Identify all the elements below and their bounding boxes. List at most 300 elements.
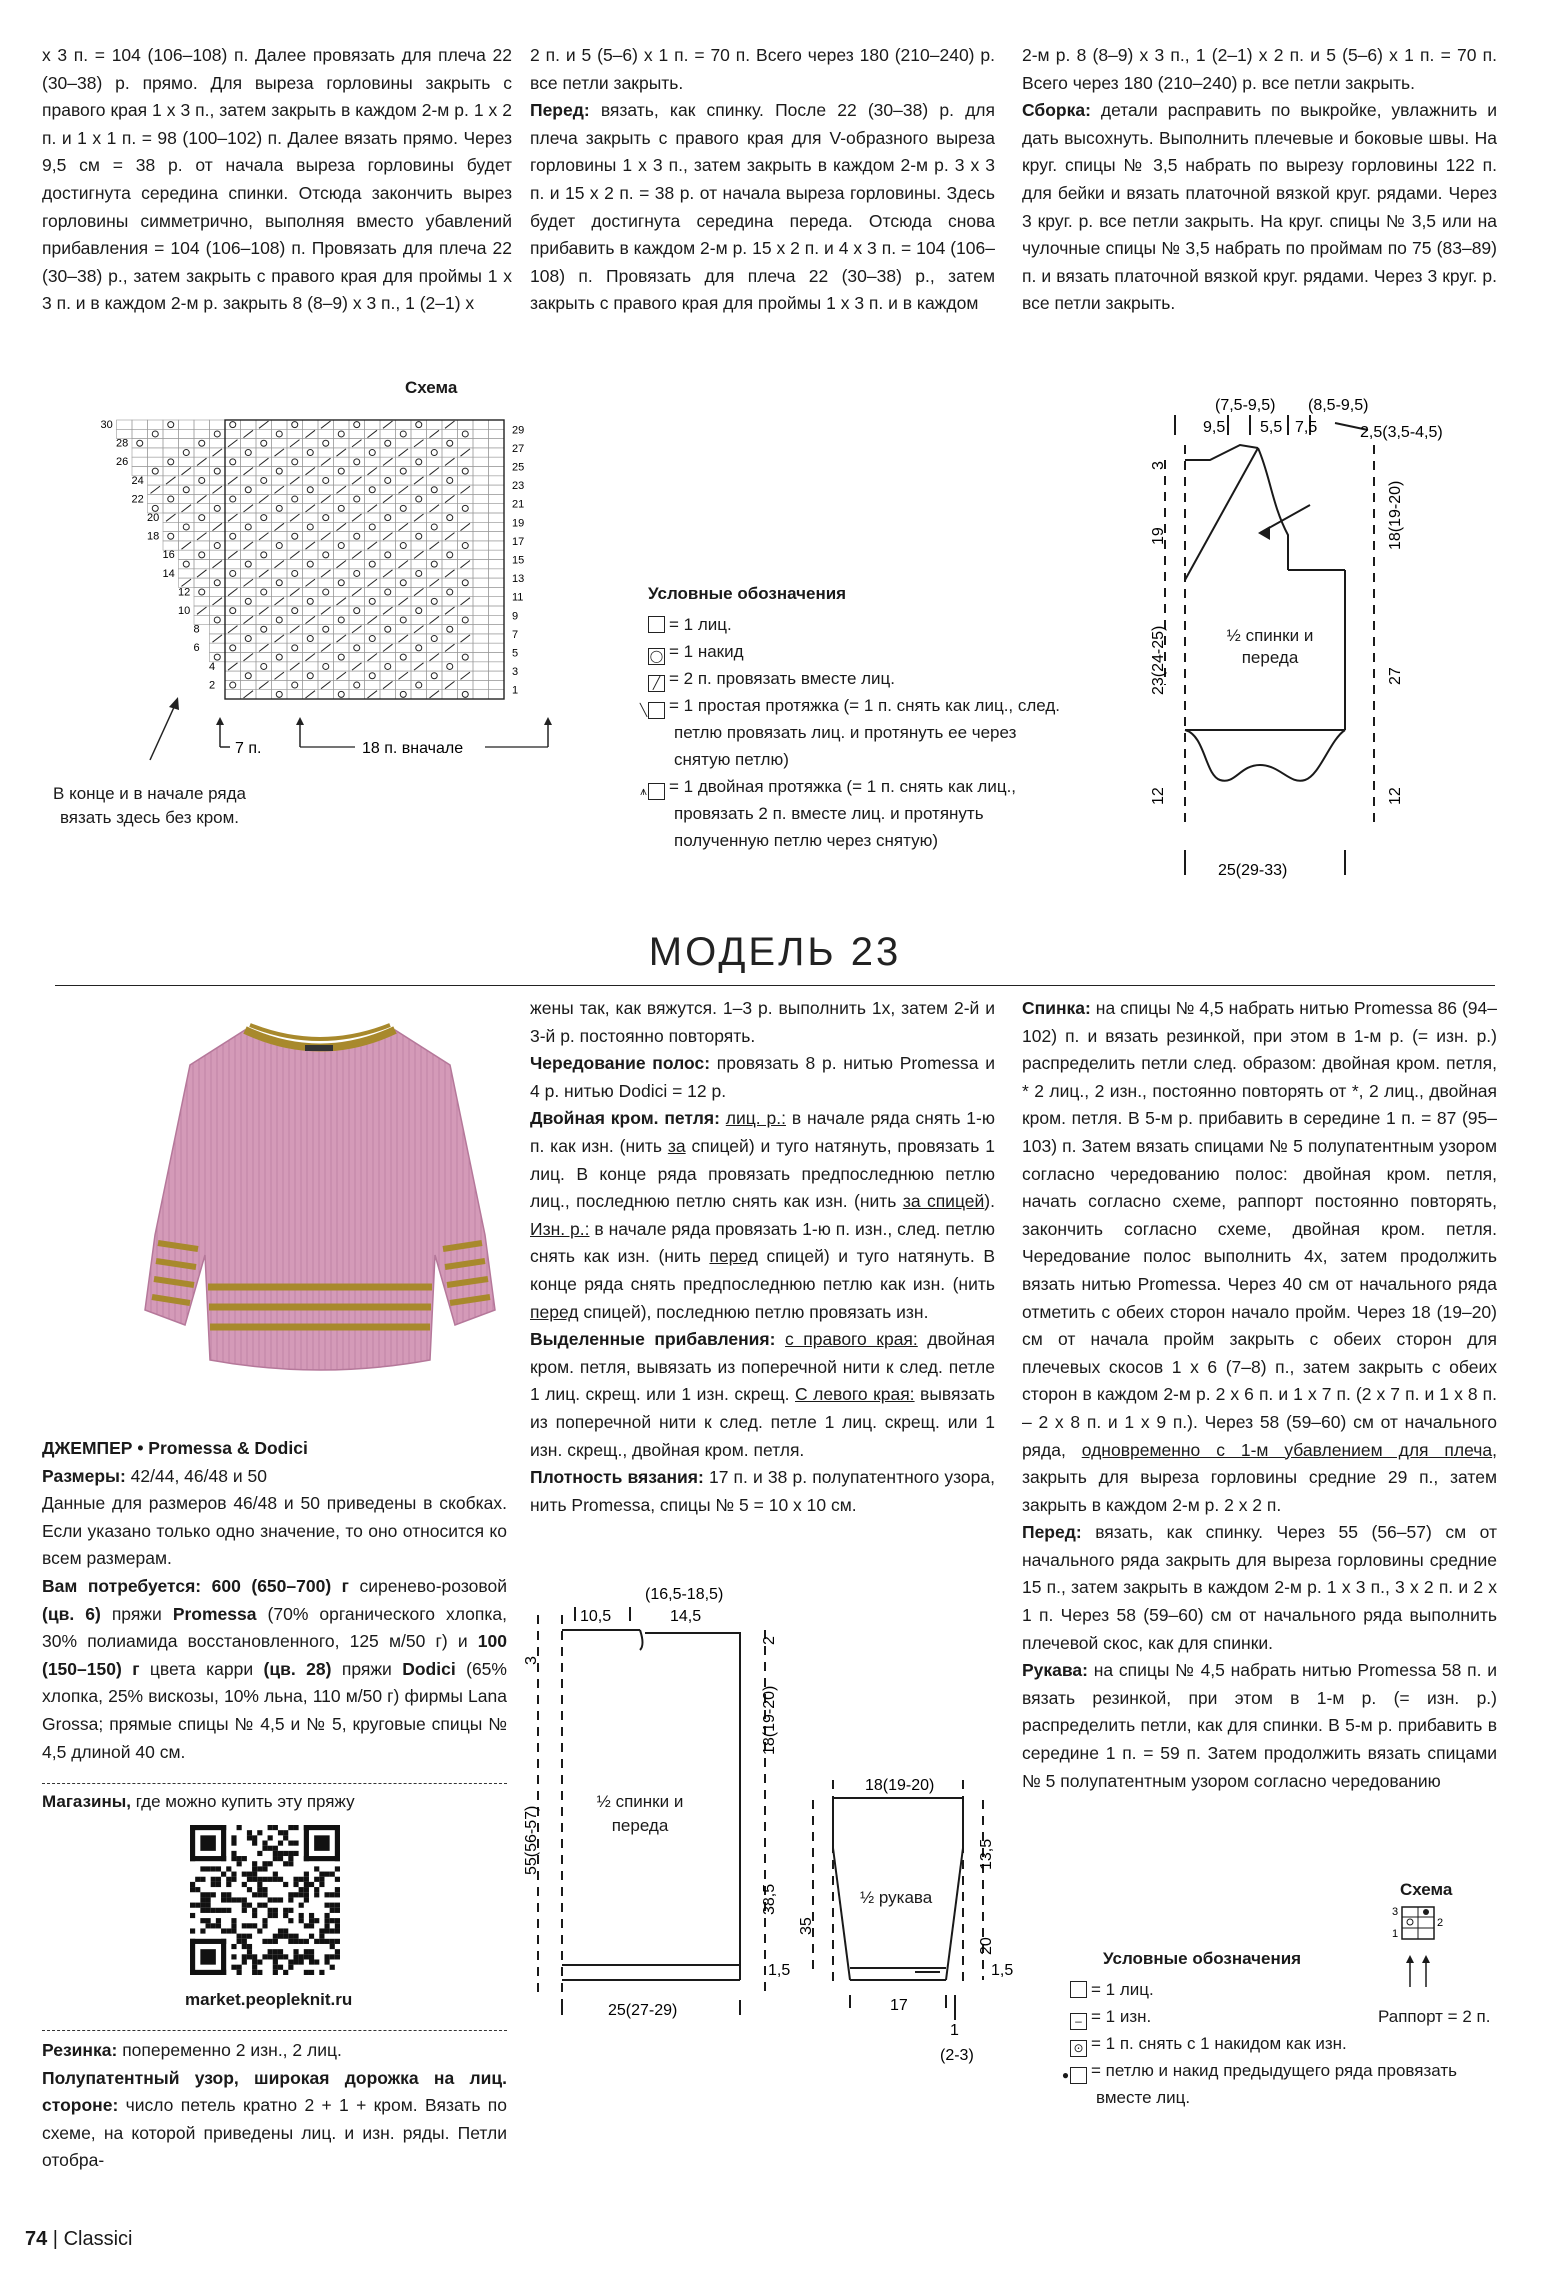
chart-yo-mark — [462, 543, 468, 549]
chart-dec-mark — [461, 635, 471, 642]
chart-cell — [473, 532, 489, 541]
chart-dec-mark — [244, 468, 254, 475]
chart-yo-mark — [245, 524, 251, 530]
chart-yo-mark — [261, 663, 267, 669]
chart-cell — [427, 439, 443, 448]
chart-yo-mark — [354, 422, 360, 428]
p1-v27: 27 — [1387, 667, 1404, 685]
qr-module — [242, 1939, 247, 1944]
qr-module — [206, 1923, 211, 1928]
chart-yo-mark — [292, 645, 298, 651]
chart-cell — [489, 653, 505, 662]
chart-dec-mark — [383, 644, 393, 651]
chart-cell — [194, 541, 210, 550]
chart-cell — [194, 560, 210, 569]
qr-module — [268, 1877, 273, 1882]
top-col1-text: х 3 п. = 104 (106–108) п. Далее провязать для плеча 22 (30–38) р. прямо. Для выреза горловины закрыть с правого края 1 х 3 п., затем закрыть в каждом 2-м р. 1 х 2 п. и 1 х 1 п. = 98 (100–102) п. Далее вязать прямо. Через 9,5 см = 38 р. от начала выреза горловины будет достигнута середина спинки. Отсюда закончить вырез горловины симметрично, выполняя вместо убавлений прибавления = 104 (106–108) п. Провязать для плеча 22 (30–38) р., затем закрыть с правого края для проймы 1 х 3 п. и в каждом 2-м р. закрыть 8 (8–9) х 3 п., 1 (2–1) х — [42, 45, 512, 314]
chart-dec-mark — [290, 663, 300, 670]
chart-cell — [225, 522, 241, 531]
qr-module — [206, 1903, 211, 1908]
chart-cell — [489, 457, 505, 466]
chart-row-number-left: 18 — [147, 530, 160, 543]
chart-cell — [272, 625, 288, 634]
chart-dec-mark — [368, 505, 378, 512]
p2-top-a: (16,5-18,5) — [645, 1586, 724, 1603]
qr-module — [268, 1954, 273, 1959]
chart-yo-mark — [183, 450, 189, 456]
chart-cell — [473, 457, 489, 466]
arrow-right-head — [544, 717, 552, 725]
chart-dec-mark — [321, 681, 331, 688]
chart-cell — [225, 671, 241, 680]
qr-module — [324, 1959, 329, 1964]
p1-top-e: 7,5 — [1295, 419, 1318, 436]
qr-module — [231, 1877, 236, 1882]
qr-module — [314, 1918, 319, 1923]
qr-module — [314, 1939, 319, 1944]
qr-module — [262, 1887, 267, 1892]
chart-cell — [427, 569, 443, 578]
chart-cell — [442, 560, 458, 569]
chart-yo-mark — [323, 626, 329, 632]
chart-dec-mark — [306, 691, 316, 698]
chart-cell — [318, 485, 334, 494]
qr-module — [190, 1903, 195, 1908]
chart-cell — [473, 504, 489, 513]
chart-dec-mark — [228, 626, 238, 633]
chart-cell — [458, 662, 474, 671]
chart-cell — [241, 494, 257, 503]
chart-yo-mark — [369, 524, 375, 530]
chart-cell — [303, 569, 319, 578]
qr-module — [278, 1897, 283, 1902]
chart-cell — [380, 467, 396, 476]
qr-module — [195, 1887, 200, 1892]
chart-cell — [256, 578, 272, 587]
qr-module — [226, 1897, 231, 1902]
chart-cell — [148, 476, 164, 485]
chart-cell — [380, 578, 396, 587]
chart-yo-mark — [385, 477, 391, 483]
chart-cell — [489, 476, 505, 485]
chart-yo-mark — [214, 505, 220, 511]
chart-cell — [287, 448, 303, 457]
chart-cell — [473, 560, 489, 569]
chart-cell — [210, 439, 226, 448]
qr-module — [268, 1949, 273, 1954]
chart-cell — [365, 439, 381, 448]
chart-yo-mark — [214, 617, 220, 623]
chart-cell — [489, 429, 505, 438]
qr-module — [211, 1877, 216, 1882]
chart-cell — [349, 448, 365, 457]
qr-module — [247, 1872, 252, 1877]
qr-module — [273, 1939, 278, 1944]
chart-cell — [272, 439, 288, 448]
chart-dec-mark — [445, 495, 455, 502]
qr-module — [226, 1892, 231, 1897]
qr-module — [231, 1944, 236, 1949]
qr-module — [237, 1897, 242, 1902]
chart-cell — [210, 550, 226, 559]
chart-cell — [334, 513, 350, 522]
chart-cell — [241, 662, 257, 671]
qr-module — [330, 1939, 335, 1944]
p2-top-b: 10,5 — [580, 1608, 612, 1625]
chart1-label-left: 7 п. — [235, 740, 262, 757]
qr-module — [273, 1970, 278, 1975]
p3-foot-a: 1 — [950, 2022, 959, 2039]
chart-dec-mark — [321, 533, 331, 540]
knit-symbol-icon — [648, 616, 665, 633]
qr-module — [288, 1939, 293, 1944]
chart-cell — [318, 615, 334, 624]
chart-yo-mark — [307, 561, 313, 567]
qr-module — [278, 1877, 283, 1882]
chart-cell — [241, 587, 257, 596]
chart-cell — [442, 485, 458, 494]
qr-module — [200, 1877, 205, 1882]
qr-module — [237, 1939, 242, 1944]
p1-bottom: 25(29-33) — [1218, 862, 1288, 879]
p2-v2: 2 — [761, 1636, 778, 1645]
qr-module — [257, 1851, 262, 1856]
chart-row-number-right: 23 — [512, 480, 525, 493]
qr-module — [262, 1954, 267, 1959]
qr-module — [247, 1903, 252, 1908]
chart-cell — [117, 420, 133, 429]
chart-cell — [489, 597, 505, 606]
qr-module — [211, 1866, 216, 1871]
chart-cell — [489, 680, 505, 689]
chart-cell — [473, 653, 489, 662]
stripes-heading: Чередование полос: — [530, 1053, 711, 1074]
qr-module — [252, 1954, 257, 1959]
qr-module — [309, 1954, 314, 1959]
chart-dec-mark — [244, 542, 254, 549]
p1-v23: 23(24-25) — [1150, 625, 1167, 695]
chart-yo-mark — [276, 505, 282, 511]
chart-yo-mark — [462, 691, 468, 697]
chart-dec-mark — [259, 421, 269, 428]
qr-module — [231, 1897, 236, 1902]
qr-module — [231, 1928, 236, 1933]
chart-dec-mark — [228, 551, 238, 558]
front-text: вязать, как спинку. После 22 (30–38) р. для плеча закрыть с правого края для V-образного выреза горловины 1 х 3 п., затем закрыть в каждом 2-м р. 3 х 3 п. и 15 х 2 п. = 38 р. от начала выреза горловины. Здесь будет достигнута середина переда. Отсюда снова прибавить в каждом 2-м р. 15 х 2 п. и 4 х 3 п. = 104 (106–108) п. Провязать для плеча 22 (30–38) р., затем закрыть с правого края для проймы 1 х 3 п. и в каждом — [530, 100, 995, 314]
qr-module — [309, 1882, 314, 1887]
chart-yo-mark — [245, 673, 251, 679]
chart-dec-mark — [368, 468, 378, 475]
chart-cell — [349, 690, 365, 699]
chart-cell — [334, 439, 350, 448]
qr-module — [231, 1923, 236, 1928]
chart-dec-mark — [321, 495, 331, 502]
qr-finder — [190, 1970, 226, 1975]
qr-module — [226, 1928, 231, 1933]
chart-cell — [318, 671, 334, 680]
qr-module — [278, 1830, 283, 1835]
arrow-left-head — [216, 717, 224, 725]
qr-finder — [335, 1825, 340, 1861]
chart-cell — [411, 429, 427, 438]
chart-cell — [334, 476, 350, 485]
p1-v12a: 12 — [1150, 787, 1167, 805]
semi-text: число петель кратно 2 + 1 + кром. Вязать по схеме, на которой приведены лиц. и изн. ряды. Петли отобра- — [42, 2095, 507, 2171]
chart-cell — [318, 504, 334, 513]
qr-module — [273, 1908, 278, 1913]
chart-cell — [427, 625, 443, 634]
chart-dec-mark — [430, 654, 440, 661]
chart-cell — [194, 420, 210, 429]
chart-dec-mark — [430, 616, 440, 623]
qr-module — [293, 1934, 298, 1939]
model-title: МОДЕЛЬ 23 — [648, 930, 902, 974]
chart-yo-mark — [261, 515, 267, 521]
qr-module — [319, 1928, 324, 1933]
qr-module — [288, 1841, 293, 1846]
qr-module — [226, 1877, 231, 1882]
qr-module — [304, 1882, 309, 1887]
chart-yo-mark — [230, 682, 236, 688]
chart-dec-mark — [228, 588, 238, 595]
chart-cell — [380, 522, 396, 531]
chart-yo-mark — [323, 477, 329, 483]
chart-cell — [303, 494, 319, 503]
qr-module — [206, 1866, 211, 1871]
chart-row-number-right: 27 — [512, 442, 525, 455]
chart-dec-mark — [352, 477, 362, 484]
qr-module — [283, 1861, 288, 1866]
chart-cell — [241, 606, 257, 615]
chart-cell — [349, 485, 365, 494]
chart-row-number-right: 15 — [512, 554, 525, 567]
chart-cell — [303, 439, 319, 448]
qr-module — [330, 1918, 335, 1923]
chart-cell — [272, 513, 288, 522]
qr-module — [247, 1835, 252, 1840]
chart-cell — [148, 448, 164, 457]
chart-dec-mark — [383, 607, 393, 614]
chart-row-number-left: 20 — [147, 512, 160, 524]
chart-cell — [458, 513, 474, 522]
chart-cell — [442, 653, 458, 662]
chart-cell — [272, 550, 288, 559]
chart-cell — [365, 457, 381, 466]
qr-module — [262, 1923, 267, 1928]
chart-cell — [210, 606, 226, 615]
qr-module — [206, 1918, 211, 1923]
chart-row-number-right: 3 — [512, 666, 519, 679]
chart-dec-mark — [244, 654, 254, 661]
chart-yo-mark — [261, 477, 267, 483]
chart-dec-mark — [399, 486, 409, 493]
qr-module — [304, 1872, 309, 1877]
qr-module — [273, 1872, 278, 1877]
qr-module — [200, 1892, 205, 1897]
legend1-item: = 1 лиц. — [648, 611, 1068, 638]
chart-dec-mark — [383, 681, 393, 688]
chart-cell — [163, 429, 179, 438]
chart-cell — [380, 504, 396, 513]
chart-yo-mark — [214, 580, 220, 586]
chart-cell — [427, 587, 443, 596]
p1-v19: 19 — [1150, 527, 1167, 545]
chart-cell — [396, 643, 412, 652]
lace-chart — [100, 405, 590, 905]
chart-cell — [210, 476, 226, 485]
p3-v20: 20 — [978, 1937, 995, 1955]
chart-cell — [427, 662, 443, 671]
qr-module — [335, 1877, 340, 1882]
qr-module — [247, 1923, 252, 1928]
qr-module — [211, 1882, 216, 1887]
qr-module — [252, 1908, 257, 1913]
chart-dec-mark — [461, 486, 471, 493]
slip-yo-icon: ⊙ — [1070, 2040, 1087, 2057]
note-pointer-head — [169, 697, 179, 710]
chart-cell — [256, 671, 272, 680]
chart-cell — [148, 494, 164, 503]
chart-row-number-right: 29 — [512, 424, 525, 437]
chart-cell — [442, 522, 458, 531]
chart-yo-mark — [276, 431, 282, 437]
chart-cell — [427, 420, 443, 429]
chart-cell — [489, 587, 505, 596]
chart-cell — [489, 606, 505, 615]
chart-cell — [225, 690, 241, 699]
chart-cell — [349, 597, 365, 606]
chart-cell — [489, 662, 505, 671]
rib-heading: Резинка: — [42, 2040, 118, 2060]
chart-dec-mark — [290, 551, 300, 558]
qr-module — [221, 1892, 226, 1897]
chart-yo-mark — [369, 487, 375, 493]
qr-module — [257, 1866, 262, 1871]
chart-dec-mark — [414, 588, 424, 595]
legend2-item: – = 1 изн. — [1070, 2003, 1490, 2030]
chart-cell — [411, 448, 427, 457]
qr-module — [299, 1892, 304, 1897]
chart-cell — [272, 569, 288, 578]
chart-yo-mark — [307, 487, 313, 493]
qr-module — [257, 1959, 262, 1964]
chart-dec-mark — [352, 551, 362, 558]
chart-yo-mark — [354, 570, 360, 576]
chart-yo-mark — [307, 524, 313, 530]
chart-cell — [256, 615, 272, 624]
chart-cell — [241, 643, 257, 652]
yarn-over-icon: ◯ — [649, 649, 664, 663]
chart-cell — [179, 532, 195, 541]
qr-module — [268, 1861, 273, 1866]
front-heading: Перед: — [530, 100, 590, 121]
qr-module — [252, 1866, 257, 1871]
shop-link[interactable]: market.peopleknit.ru — [185, 1990, 353, 2009]
chart-cell — [411, 671, 427, 680]
chart-cell — [179, 494, 195, 503]
chart-yo-mark — [416, 645, 422, 651]
qr-module — [335, 1923, 340, 1928]
p2-bottom: 25(27-29) — [608, 2002, 678, 2019]
chart-cell — [225, 504, 241, 513]
chart-yo-mark — [214, 654, 220, 660]
chart-cell — [318, 448, 334, 457]
chart-dec-mark — [368, 430, 378, 437]
qr-module — [190, 1882, 195, 1887]
chart-dec-mark — [228, 663, 238, 670]
qr-module — [304, 1939, 309, 1944]
chart-yo-mark — [416, 496, 422, 502]
chart-cell — [473, 680, 489, 689]
qr-module — [304, 1970, 309, 1975]
legend-1 — [639, 580, 1068, 854]
qr-module — [335, 1954, 340, 1959]
qr-module — [304, 1892, 309, 1897]
chart-cell — [272, 532, 288, 541]
chart-yo-mark — [416, 459, 422, 465]
chart-yo-mark — [431, 561, 437, 567]
chart-row-number-left: 30 — [100, 419, 113, 431]
chart-dec-mark — [430, 468, 440, 475]
chart-cell — [349, 671, 365, 680]
chart-cell — [442, 504, 458, 513]
chart-cell — [458, 494, 474, 503]
qr-module — [330, 1928, 335, 1933]
chart-cell — [256, 690, 272, 699]
qr-module — [252, 1835, 257, 1840]
chart-yo-mark — [230, 533, 236, 539]
chart-cell — [179, 513, 195, 522]
chart-yo-mark — [462, 431, 468, 437]
chart-cell — [473, 643, 489, 652]
qr-module — [216, 1877, 221, 1882]
qr-module — [283, 1970, 288, 1975]
chart-yo-mark — [338, 691, 344, 697]
chart-cell — [489, 569, 505, 578]
chart-dec-mark — [166, 514, 176, 521]
qr-module — [283, 1830, 288, 1835]
qr-module — [283, 1908, 288, 1913]
chart-dec-mark — [151, 486, 161, 493]
qr-module — [247, 1949, 252, 1954]
chart-yo-mark — [354, 459, 360, 465]
p3-bottom: 17 — [890, 1997, 908, 2014]
chart-yo-mark — [292, 422, 298, 428]
qr-module — [257, 1903, 262, 1908]
qr-module — [268, 1825, 273, 1830]
qr-module — [231, 1954, 236, 1959]
qr-module — [268, 1913, 273, 1918]
chart-dec-mark — [321, 570, 331, 577]
chart-cell — [458, 457, 474, 466]
qr-finder — [304, 1825, 309, 1861]
qr-module — [195, 1903, 200, 1908]
qr-module — [242, 1908, 247, 1913]
chart-dec-mark — [306, 616, 316, 623]
top-col3-intro: 2-м р. 8 (8–9) х 3 п., 1 (2–1) х 2 п. и 5 (5–6) х 1 п. = 70 п. Всего через 180 (210–240) р. все петли закрыть. — [1022, 45, 1497, 93]
chart-cell — [473, 476, 489, 485]
chart-dec-mark — [445, 421, 455, 428]
chart-cell — [241, 550, 257, 559]
qr-module — [247, 1944, 252, 1949]
chart-dec-mark — [290, 477, 300, 484]
qr-module — [206, 1897, 211, 1902]
qr-module — [262, 1918, 267, 1923]
qr-module — [237, 1965, 242, 1970]
qr-code-icon[interactable] — [190, 1825, 340, 1975]
qr-module — [293, 1949, 298, 1954]
qr-module — [314, 1959, 319, 1964]
